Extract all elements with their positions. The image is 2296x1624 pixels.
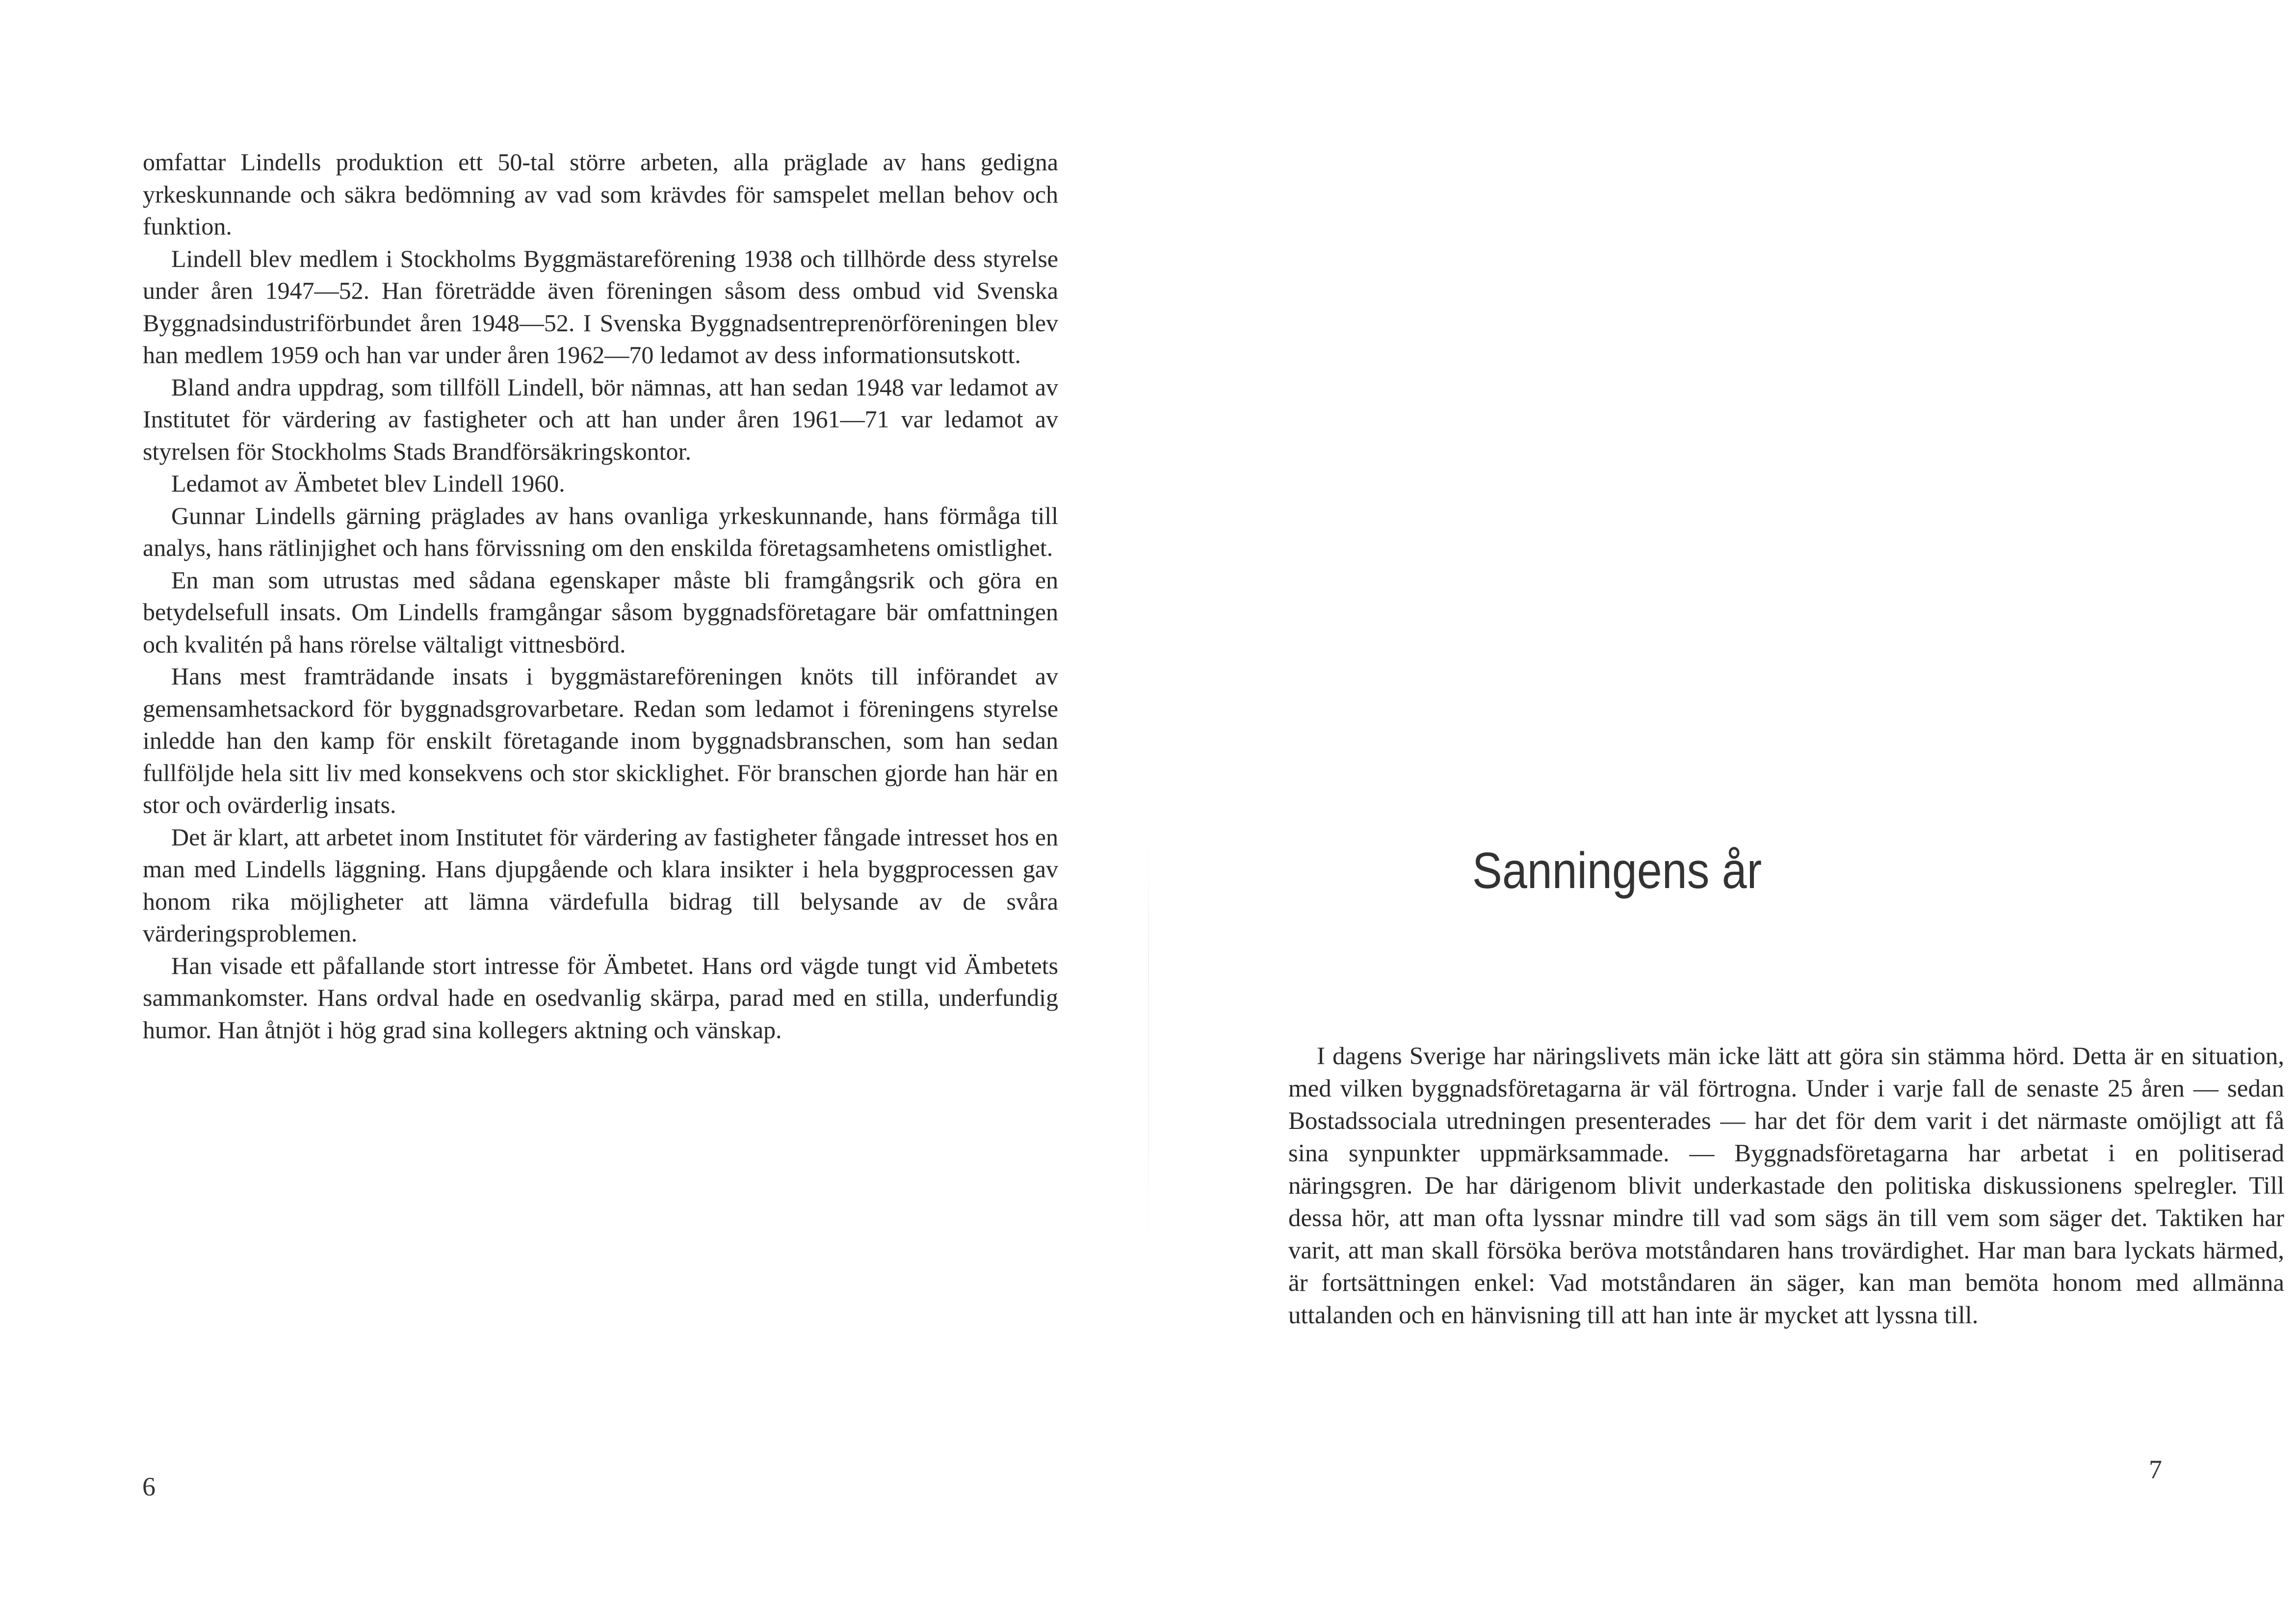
paragraph: Ledamot av Ämbetet blev Lindell 1960. — [171, 470, 565, 497]
paragraph: I dagens Sverige har näringslivets män icke lätt att göra sin stämma hörd. Detta är en situation, med vilken byggnadsföretagarna är väl förtrogna. Under i varje fall de senaste 25 åren — sedan Bostadssociala utredningen presenterades — har det för dem varit i det närmaste omöjligt att få sina synpunkter uppmärksammade. — Byggnadsföretagarna har arbetat i en politiserad näringsgren. De har därigenom blivit underkastade den politiska diskussionens spelregler. Till dessa hör, att man ofta lyssnar mindre till vad som sägs än till vem som säger det. Taktiken har varit, att man skall försöka beröva motståndaren hans trovärdighet. Har man bara lyckats härmed, är fortsättningen enkel: Vad motståndaren än säger, kan man bemöta honom med allmänna uttalanden och en hänvisning till att han inte är mycket att lyssna till. — [1288, 1043, 2284, 1329]
chapter-title: Sanningens år — [1472, 842, 1762, 899]
page-number: 6 — [142, 1472, 156, 1501]
page-number: 7 — [2149, 1455, 2162, 1484]
paragraph: Lindell blev medlem i Stockholms Byggmästareförening 1938 och tillhörde dess styrelse under åren 1947—52. Han företrädde även föreningen såsom dess ombud vid Svenska Byggnadsindustriförbundet åren 1948—52. I Svenska Byggnadsentreprenörföreningen blev han medlem 1959 och han var under åren 1962—70 ledamot av dess informationsutskott. — [143, 244, 1058, 368]
paragraph: En man som utrustas med sådana egenskaper måste bli framgångsrik och göra en betydelsefull insats. Om Lindells framgångar såsom byggnadsföretagare bär omfattningen och kvalitén på hans rörelse vältaligt vittnesbörd. — [143, 566, 1058, 658]
paragraph: Det är klart, att arbetet inom Institutet för värdering av fastigheter fångade intresset hos en man med Lindells läggning. Hans djupgående och klara insikter i hela byggprocessen gav honom rika möjligheter att lämna värdefulla bidrag till belysande av de svåra värderingsproblemen. — [143, 823, 1058, 947]
paragraph: Hans mest framträdande insats i byggmästareföreningen knöts till införandet av gemensamhetsackord för byggnadsgrovarbetare. Redan som ledamot i föreningens styrelse inledde han den kamp för enskilt företagande inom byggnadsbranschen, som han sedan fullföljde hela sitt liv med konsekvens och stor skicklighet. För branschen gjorde han här en stor och ovärderlig insats. — [143, 662, 1058, 818]
paragraph: Bland andra uppdrag, som tillföll Lindell, bör nämnas, att han sedan 1948 var ledamot av Institutet för värdering av fastigheter och att han under åren 1961—71 var ledamot av styrelsen för Stockholms Stads Brandförsäkringskontor. — [143, 373, 1058, 465]
paragraph: Han visade ett påfallande stort intresse för Ämbetet. Hans ord vägde tungt vid Ämbetets sammankomster. Hans ordval hade en osedvanlig skärpa, parad med en stilla, underfundig humor. Han åtnjöt i hög grad sina kollegers aktning och vänskap. — [143, 951, 1058, 1044]
left-page-body — [143, 146, 1058, 1046]
paragraph: omfattar Lindells produktion ett 50-tal större arbeten, alla präglade av hans gedigna yrkeskunnande och säkra bedömning av vad som krävdes för samspelet mellan behov och funktion. — [143, 148, 1058, 240]
right-page-body — [1288, 1040, 2284, 1332]
right-page — [1148, 0, 2296, 1624]
paragraph: Gunnar Lindells gärning präglades av hans ovanliga yrkeskunnande, hans förmåga till analys, hans rätlinjighet och hans förvissning om den enskilda företagsamhetens omistlighet. — [143, 501, 1058, 561]
